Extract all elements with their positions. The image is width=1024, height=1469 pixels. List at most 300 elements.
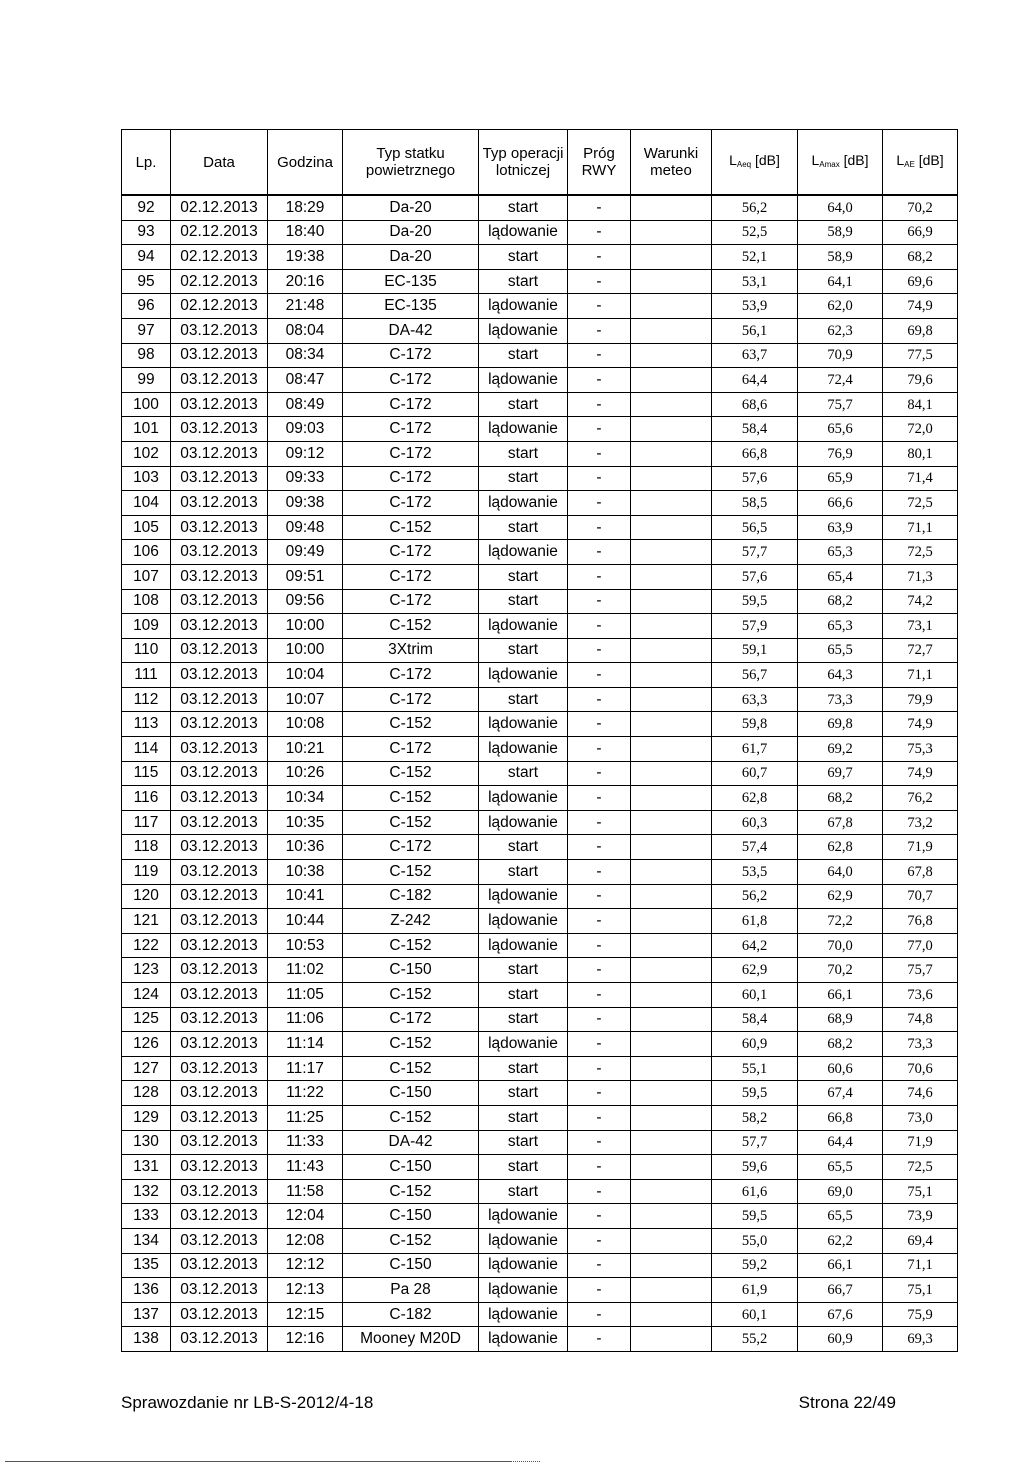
cell-godzina: 08:47 (268, 368, 343, 393)
cell-godzina: 12:12 (268, 1253, 343, 1278)
cell-typ-statku: C-172 (343, 687, 479, 712)
cell-lp: 112 (122, 687, 171, 712)
cell-typ-operacji: start (479, 564, 568, 589)
cell-typ-statku: C-152 (343, 1179, 479, 1204)
cell-data: 03.12.2013 (171, 392, 268, 417)
cell-data: 02.12.2013 (171, 245, 268, 270)
cell-lamax: 64,4 (798, 1130, 883, 1155)
header-row (122, 130, 958, 196)
cell-typ-operacji: start (479, 983, 568, 1008)
cell-godzina: 19:38 (268, 245, 343, 270)
table-body (122, 195, 958, 1351)
cell-laeq: 61,7 (712, 737, 798, 762)
cell-lamax: 58,9 (798, 220, 883, 245)
cell-godzina: 10:00 (268, 638, 343, 663)
cell-typ-operacji: start (479, 761, 568, 786)
cell-data: 03.12.2013 (171, 1179, 268, 1204)
cell-typ-operacji: lądowanie (479, 1327, 568, 1352)
cell-lamax: 68,2 (798, 1032, 883, 1057)
cell-lae: 75,7 (883, 958, 958, 983)
cell-laeq: 53,1 (712, 269, 798, 294)
table-row (122, 269, 958, 294)
cell-prog-rwy: - (568, 1253, 631, 1278)
table-row (122, 1327, 958, 1352)
cell-lp: 94 (122, 245, 171, 270)
cell-data: 03.12.2013 (171, 884, 268, 909)
cell-godzina: 09:48 (268, 515, 343, 540)
cell-typ-statku: C-172 (343, 417, 479, 442)
cell-typ-statku: C-172 (343, 392, 479, 417)
table-row (122, 515, 958, 540)
cell-prog-rwy: - (568, 712, 631, 737)
table-row (122, 786, 958, 811)
cell-lp: 110 (122, 638, 171, 663)
table-row (122, 1032, 958, 1057)
cell-lamax: 62,3 (798, 318, 883, 343)
cell-lp: 130 (122, 1130, 171, 1155)
cell-warunki-meteo (631, 810, 712, 835)
cell-lp: 122 (122, 933, 171, 958)
cell-lp: 93 (122, 220, 171, 245)
bottom-rule-dotted (510, 1461, 540, 1462)
cell-laeq: 59,5 (712, 1204, 798, 1229)
cell-lae: 74,6 (883, 1081, 958, 1106)
cell-lamax: 69,0 (798, 1179, 883, 1204)
cell-data: 03.12.2013 (171, 761, 268, 786)
cell-godzina: 11:06 (268, 1007, 343, 1032)
cell-lae: 71,9 (883, 1130, 958, 1155)
cell-lp: 119 (122, 860, 171, 885)
cell-warunki-meteo (631, 1155, 712, 1180)
cell-lp: 124 (122, 983, 171, 1008)
cell-data: 03.12.2013 (171, 663, 268, 688)
cell-godzina: 10:44 (268, 909, 343, 934)
table-row (122, 810, 958, 835)
cell-laeq: 62,9 (712, 958, 798, 983)
cell-laeq: 55,0 (712, 1228, 798, 1253)
cell-godzina: 09:49 (268, 540, 343, 565)
measurement-table (121, 129, 958, 1352)
cell-typ-statku: C-150 (343, 1204, 479, 1229)
table-row (122, 614, 958, 639)
cell-laeq: 64,2 (712, 933, 798, 958)
cell-prog-rwy: - (568, 195, 631, 220)
cell-warunki-meteo (631, 983, 712, 1008)
cell-typ-operacji: start (479, 515, 568, 540)
header-godzina: Godzina (268, 130, 343, 196)
cell-data: 03.12.2013 (171, 1130, 268, 1155)
cell-lamax: 64,1 (798, 269, 883, 294)
cell-lae: 71,9 (883, 835, 958, 860)
cell-typ-statku: C-152 (343, 933, 479, 958)
header-typ-statku: Typ statku powietrznego (343, 130, 479, 196)
cell-lae: 74,8 (883, 1007, 958, 1032)
header-lae: $L_{AE}$ [dB] (883, 130, 958, 196)
cell-laeq: 61,6 (712, 1179, 798, 1204)
cell-prog-rwy: - (568, 687, 631, 712)
cell-lamax: 68,2 (798, 589, 883, 614)
cell-lp: 126 (122, 1032, 171, 1057)
cell-warunki-meteo (631, 614, 712, 639)
cell-typ-operacji: start (479, 1105, 568, 1130)
table-row (122, 1007, 958, 1032)
cell-lamax: 66,1 (798, 983, 883, 1008)
cell-laeq: 52,5 (712, 220, 798, 245)
cell-lamax: 66,8 (798, 1105, 883, 1130)
cell-godzina: 09:33 (268, 466, 343, 491)
cell-typ-operacji: lądowanie (479, 540, 568, 565)
cell-warunki-meteo (631, 1007, 712, 1032)
cell-typ-operacji: lądowanie (479, 884, 568, 909)
cell-prog-rwy: - (568, 737, 631, 762)
cell-data: 03.12.2013 (171, 589, 268, 614)
cell-laeq: 53,9 (712, 294, 798, 319)
table-row (122, 540, 958, 565)
header-typ-operacji: Typ operacji lotniczej (479, 130, 568, 196)
table-row (122, 245, 958, 270)
cell-lamax: 64,3 (798, 663, 883, 688)
cell-warunki-meteo (631, 1327, 712, 1352)
cell-godzina: 10:36 (268, 835, 343, 860)
cell-typ-operacji: lądowanie (479, 786, 568, 811)
cell-prog-rwy: - (568, 392, 631, 417)
header-laeq: $L_{Aeq}$ [dB] (712, 130, 798, 196)
cell-prog-rwy: - (568, 564, 631, 589)
cell-typ-statku: C-172 (343, 343, 479, 368)
cell-typ-statku: DA-42 (343, 1130, 479, 1155)
header-lae-unit: [dB] (918, 151, 944, 168)
table-row (122, 466, 958, 491)
cell-lae: 71,3 (883, 564, 958, 589)
cell-typ-operacji: lądowanie (479, 614, 568, 639)
cell-prog-rwy: - (568, 1302, 631, 1327)
cell-typ-statku: C-152 (343, 614, 479, 639)
cell-typ-operacji: start (479, 466, 568, 491)
cell-lamax: 68,9 (798, 1007, 883, 1032)
cell-laeq: 64,4 (712, 368, 798, 393)
cell-warunki-meteo (631, 1302, 712, 1327)
cell-typ-statku: EC-135 (343, 294, 479, 319)
cell-prog-rwy: - (568, 1081, 631, 1106)
cell-laeq: 56,2 (712, 195, 798, 220)
cell-typ-operacji: lądowanie (479, 1032, 568, 1057)
cell-lamax: 70,0 (798, 933, 883, 958)
cell-warunki-meteo (631, 392, 712, 417)
cell-lae: 66,9 (883, 220, 958, 245)
cell-lae: 72,5 (883, 491, 958, 516)
table-row (122, 564, 958, 589)
cell-warunki-meteo (631, 220, 712, 245)
cell-data: 03.12.2013 (171, 417, 268, 442)
cell-data: 03.12.2013 (171, 1302, 268, 1327)
cell-prog-rwy: - (568, 810, 631, 835)
cell-data: 03.12.2013 (171, 1253, 268, 1278)
cell-typ-statku: C-172 (343, 540, 479, 565)
cell-data: 03.12.2013 (171, 343, 268, 368)
cell-lamax: 73,3 (798, 687, 883, 712)
cell-lae: 72,5 (883, 1155, 958, 1180)
cell-warunki-meteo (631, 564, 712, 589)
cell-laeq: 59,5 (712, 1081, 798, 1106)
header-warunki-meteo: Warunki meteo (631, 130, 712, 196)
cell-lamax: 70,2 (798, 958, 883, 983)
cell-laeq: 58,2 (712, 1105, 798, 1130)
cell-lae: 68,2 (883, 245, 958, 270)
cell-warunki-meteo (631, 1204, 712, 1229)
cell-lamax: 66,7 (798, 1278, 883, 1303)
cell-godzina: 10:07 (268, 687, 343, 712)
cell-lae: 69,4 (883, 1228, 958, 1253)
cell-typ-statku: Pa 28 (343, 1278, 479, 1303)
cell-data: 03.12.2013 (171, 1204, 268, 1229)
cell-lae: 73,9 (883, 1204, 958, 1229)
cell-warunki-meteo (631, 1081, 712, 1106)
cell-data: 03.12.2013 (171, 712, 268, 737)
cell-lp: 101 (122, 417, 171, 442)
cell-lamax: 67,6 (798, 1302, 883, 1327)
cell-warunki-meteo (631, 737, 712, 762)
cell-typ-statku: C-152 (343, 983, 479, 1008)
cell-warunki-meteo (631, 245, 712, 270)
cell-lae: 72,0 (883, 417, 958, 442)
cell-prog-rwy: - (568, 786, 631, 811)
header-lamax-unit: [dB] (843, 151, 869, 168)
cell-lae: 73,0 (883, 1105, 958, 1130)
cell-lamax: 62,2 (798, 1228, 883, 1253)
cell-lp: 123 (122, 958, 171, 983)
cell-lp: 135 (122, 1253, 171, 1278)
cell-data: 03.12.2013 (171, 515, 268, 540)
cell-godzina: 09:51 (268, 564, 343, 589)
cell-prog-rwy: - (568, 860, 631, 885)
cell-lp: 137 (122, 1302, 171, 1327)
cell-prog-rwy: - (568, 540, 631, 565)
cell-godzina: 10:21 (268, 737, 343, 762)
cell-lamax: 65,3 (798, 540, 883, 565)
cell-typ-operacji: lądowanie (479, 1253, 568, 1278)
cell-laeq: 56,2 (712, 884, 798, 909)
cell-godzina: 09:12 (268, 441, 343, 466)
cell-laeq: 66,8 (712, 441, 798, 466)
bottom-rule (5, 1461, 510, 1462)
table-row (122, 1155, 958, 1180)
cell-godzina: 11:25 (268, 1105, 343, 1130)
cell-warunki-meteo (631, 417, 712, 442)
table-row (122, 1105, 958, 1130)
cell-lae: 72,5 (883, 540, 958, 565)
cell-lamax: 64,0 (798, 860, 883, 885)
cell-godzina: 11:22 (268, 1081, 343, 1106)
cell-typ-statku: C-152 (343, 810, 479, 835)
cell-data: 03.12.2013 (171, 810, 268, 835)
table-row (122, 392, 958, 417)
cell-warunki-meteo (631, 958, 712, 983)
cell-godzina: 12:13 (268, 1278, 343, 1303)
cell-lamax: 67,4 (798, 1081, 883, 1106)
table-row (122, 638, 958, 663)
table-row (122, 1056, 958, 1081)
cell-prog-rwy: - (568, 245, 631, 270)
cell-typ-statku: C-152 (343, 1228, 479, 1253)
cell-lamax: 62,0 (798, 294, 883, 319)
cell-prog-rwy: - (568, 958, 631, 983)
cell-lp: 116 (122, 786, 171, 811)
cell-lae: 67,8 (883, 860, 958, 885)
cell-prog-rwy: - (568, 638, 631, 663)
cell-laeq: 59,8 (712, 712, 798, 737)
cell-lamax: 65,9 (798, 466, 883, 491)
table-row (122, 1081, 958, 1106)
cell-godzina: 21:48 (268, 294, 343, 319)
cell-lamax: 68,2 (798, 786, 883, 811)
cell-warunki-meteo (631, 515, 712, 540)
cell-data: 03.12.2013 (171, 540, 268, 565)
table-row (122, 318, 958, 343)
cell-laeq: 57,6 (712, 466, 798, 491)
table-row (122, 1253, 958, 1278)
cell-lae: 73,3 (883, 1032, 958, 1057)
cell-prog-rwy: - (568, 343, 631, 368)
cell-prog-rwy: - (568, 318, 631, 343)
cell-laeq: 59,1 (712, 638, 798, 663)
cell-godzina: 08:49 (268, 392, 343, 417)
table-row (122, 368, 958, 393)
cell-data: 02.12.2013 (171, 220, 268, 245)
cell-data: 03.12.2013 (171, 368, 268, 393)
cell-prog-rwy: - (568, 589, 631, 614)
cell-lamax: 63,9 (798, 515, 883, 540)
cell-warunki-meteo (631, 589, 712, 614)
cell-typ-operacji: lądowanie (479, 294, 568, 319)
cell-lae: 70,7 (883, 884, 958, 909)
cell-lp: 105 (122, 515, 171, 540)
header-lamax: $L_{Amax}$ [dB] (798, 130, 883, 196)
cell-typ-operacji: lądowanie (479, 491, 568, 516)
cell-typ-operacji: start (479, 1007, 568, 1032)
cell-warunki-meteo (631, 1130, 712, 1155)
cell-laeq: 57,7 (712, 1130, 798, 1155)
cell-lae: 84,1 (883, 392, 958, 417)
cell-typ-statku: Da-20 (343, 220, 479, 245)
cell-typ-operacji: start (479, 589, 568, 614)
cell-laeq: 57,7 (712, 540, 798, 565)
header-prog-rwy: Próg RWY (568, 130, 631, 196)
cell-data: 03.12.2013 (171, 441, 268, 466)
cell-godzina: 11:14 (268, 1032, 343, 1057)
cell-prog-rwy: - (568, 466, 631, 491)
cell-typ-operacji: start (479, 392, 568, 417)
cell-laeq: 60,1 (712, 1302, 798, 1327)
cell-typ-statku: C-172 (343, 663, 479, 688)
cell-warunki-meteo (631, 294, 712, 319)
cell-data: 03.12.2013 (171, 491, 268, 516)
table-row (122, 1130, 958, 1155)
cell-prog-rwy: - (568, 1032, 631, 1057)
cell-typ-statku: Da-20 (343, 245, 479, 270)
cell-warunki-meteo (631, 1179, 712, 1204)
cell-godzina: 18:40 (268, 220, 343, 245)
cell-lamax: 67,8 (798, 810, 883, 835)
cell-typ-statku: C-150 (343, 1253, 479, 1278)
cell-lae: 74,9 (883, 712, 958, 737)
cell-lp: 92 (122, 195, 171, 220)
cell-typ-statku: EC-135 (343, 269, 479, 294)
cell-typ-operacji: lądowanie (479, 1278, 568, 1303)
table-row (122, 1228, 958, 1253)
cell-lp: 133 (122, 1204, 171, 1229)
cell-prog-rwy: - (568, 983, 631, 1008)
cell-lae: 80,1 (883, 441, 958, 466)
cell-lp: 131 (122, 1155, 171, 1180)
cell-warunki-meteo (631, 1056, 712, 1081)
table-row (122, 983, 958, 1008)
cell-godzina: 12:16 (268, 1327, 343, 1352)
cell-laeq: 63,3 (712, 687, 798, 712)
cell-prog-rwy: - (568, 1179, 631, 1204)
cell-data: 03.12.2013 (171, 860, 268, 885)
cell-lp: 113 (122, 712, 171, 737)
cell-laeq: 55,1 (712, 1056, 798, 1081)
cell-laeq: 59,2 (712, 1253, 798, 1278)
cell-lp: 115 (122, 761, 171, 786)
cell-lamax: 72,4 (798, 368, 883, 393)
cell-typ-statku: C-152 (343, 761, 479, 786)
cell-godzina: 20:16 (268, 269, 343, 294)
cell-warunki-meteo (631, 687, 712, 712)
cell-prog-rwy: - (568, 368, 631, 393)
cell-godzina: 10:34 (268, 786, 343, 811)
cell-laeq: 60,1 (712, 983, 798, 1008)
cell-prog-rwy: - (568, 614, 631, 639)
cell-data: 03.12.2013 (171, 1155, 268, 1180)
cell-lamax: 60,6 (798, 1056, 883, 1081)
cell-lp: 95 (122, 269, 171, 294)
cell-laeq: 57,4 (712, 835, 798, 860)
header-data: Data (171, 130, 268, 196)
table-row (122, 417, 958, 442)
cell-lae: 73,6 (883, 983, 958, 1008)
report-number: Sprawozdanie nr LB-S-2012/4-18 (121, 1393, 374, 1412)
cell-lp: 106 (122, 540, 171, 565)
cell-lamax: 69,7 (798, 761, 883, 786)
table-row (122, 195, 958, 220)
cell-laeq: 61,9 (712, 1278, 798, 1303)
cell-lp: 102 (122, 441, 171, 466)
cell-typ-operacji: start (479, 1155, 568, 1180)
cell-data: 03.12.2013 (171, 318, 268, 343)
page-number: Strona 22/49 (798, 1393, 896, 1412)
cell-typ-statku: C-150 (343, 1081, 479, 1106)
cell-typ-operacji: start (479, 638, 568, 663)
cell-laeq: 58,4 (712, 1007, 798, 1032)
cell-prog-rwy: - (568, 417, 631, 442)
cell-typ-operacji: start (479, 860, 568, 885)
cell-lae: 72,7 (883, 638, 958, 663)
header-lp: Lp. (122, 130, 171, 196)
cell-laeq: 63,7 (712, 343, 798, 368)
cell-warunki-meteo (631, 466, 712, 491)
cell-laeq: 61,8 (712, 909, 798, 934)
cell-lp: 107 (122, 564, 171, 589)
cell-lae: 76,8 (883, 909, 958, 934)
cell-warunki-meteo (631, 1228, 712, 1253)
cell-lae: 71,1 (883, 663, 958, 688)
cell-lp: 128 (122, 1081, 171, 1106)
cell-warunki-meteo (631, 1278, 712, 1303)
cell-lamax: 65,5 (798, 1204, 883, 1229)
cell-prog-rwy: - (568, 269, 631, 294)
cell-typ-statku: C-152 (343, 712, 479, 737)
